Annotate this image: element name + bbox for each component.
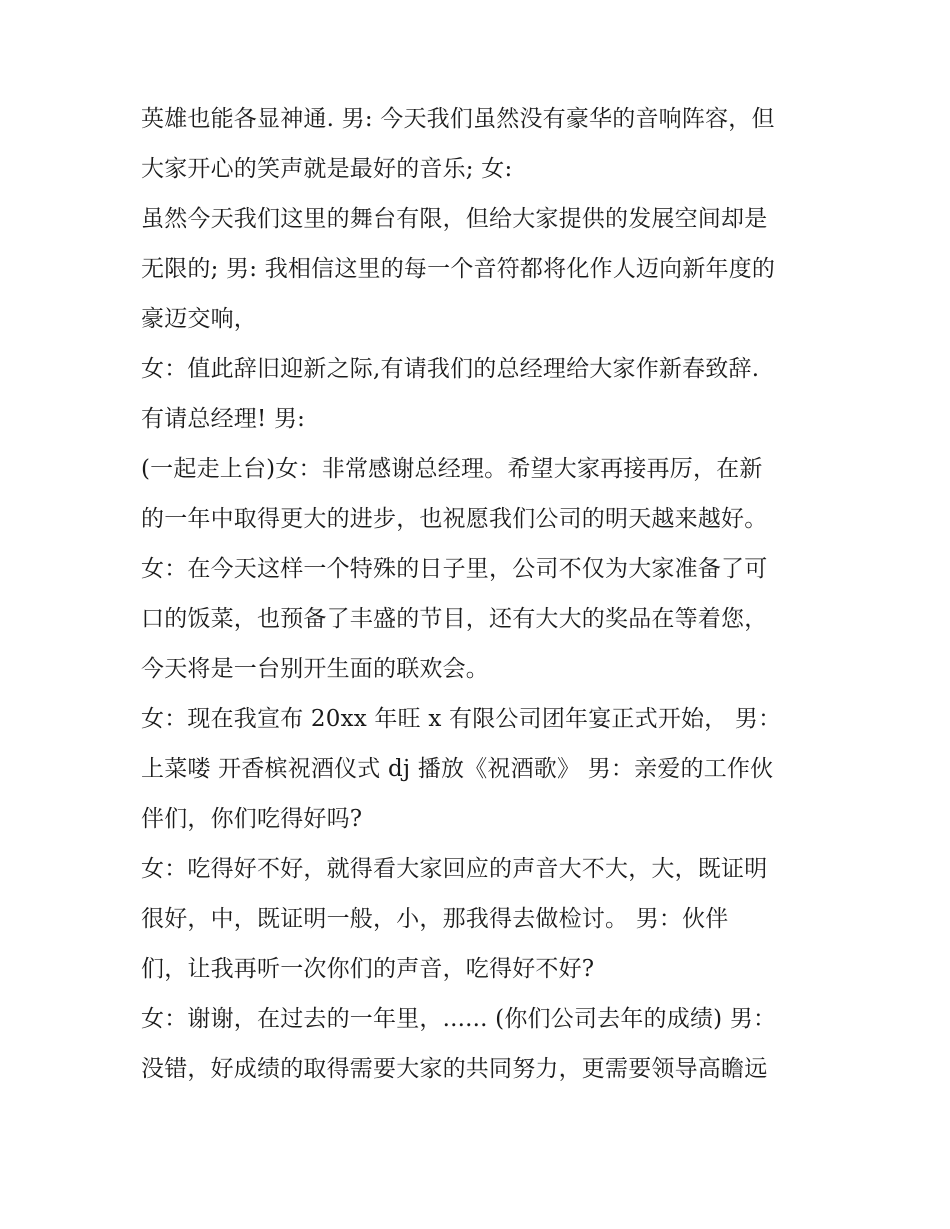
text-line: 口的饭菜，也预备了丰盛的节目，还有大大的奖品在等着您， xyxy=(141,606,768,632)
text-line: 女：吃得好不好，就得看大家回应的声音大不大，大，既证明 xyxy=(141,856,768,882)
text-line: (一起走上台)女：非常感谢总经理。希望大家再接再厉，在新 xyxy=(141,456,763,482)
text-line: 有请总经理! 男: xyxy=(141,406,306,432)
text-line: 女：现在我宣布 20xx 年旺 x 有限公司团年宴正式开始， 男： xyxy=(141,706,782,732)
text-line: 女：值此辞旧迎新之际,有请我们的总经理给大家作新春致辞. xyxy=(141,356,760,382)
text-line: 伴们，你们吃得好吗? xyxy=(141,806,363,832)
text-line: 没错，好成绩的取得需要大家的共同努力，更需要领导高瞻远 xyxy=(141,1056,768,1082)
text-line: 女：谢谢，在过去的一年里，...... (你们公司去年的成绩) 男： xyxy=(141,1006,777,1032)
text-line: 很好，中，既证明一般，小，那我得去做检讨。 男：伙伴 xyxy=(141,906,729,932)
text-line: 英雄也能各显神通. 男: 今天我们虽然没有豪华的音响阵容，但 xyxy=(141,106,775,132)
text-line: 虽然今天我们这里的舞台有限，但给大家提供的发展空间却是 xyxy=(141,206,768,232)
text-line: 大家开心的笑声就是最好的音乐; 女: xyxy=(141,156,513,182)
text-line: 们，让我再听一次你们的声音，吃得好不好? xyxy=(141,956,595,982)
text-line: 的一年中取得更大的进步，也祝愿我们公司的明天越来越好。 xyxy=(141,506,768,532)
text-line: 无限的; 男: 我相信这里的每一个音符都将化作人迈向新年度的 xyxy=(141,256,776,282)
text-line: 今天将是一台别开生面的联欢会。 xyxy=(141,656,489,682)
text-line: 豪迈交响， xyxy=(141,306,257,332)
text-line: 女：在今天这样一个特殊的日子里，公司不仅为大家准备了可 xyxy=(141,556,768,582)
text-line: 上菜喽 开香槟祝酒仪式 dj 播放《祝酒歌》 男：亲爱的工作伙 xyxy=(141,756,774,782)
